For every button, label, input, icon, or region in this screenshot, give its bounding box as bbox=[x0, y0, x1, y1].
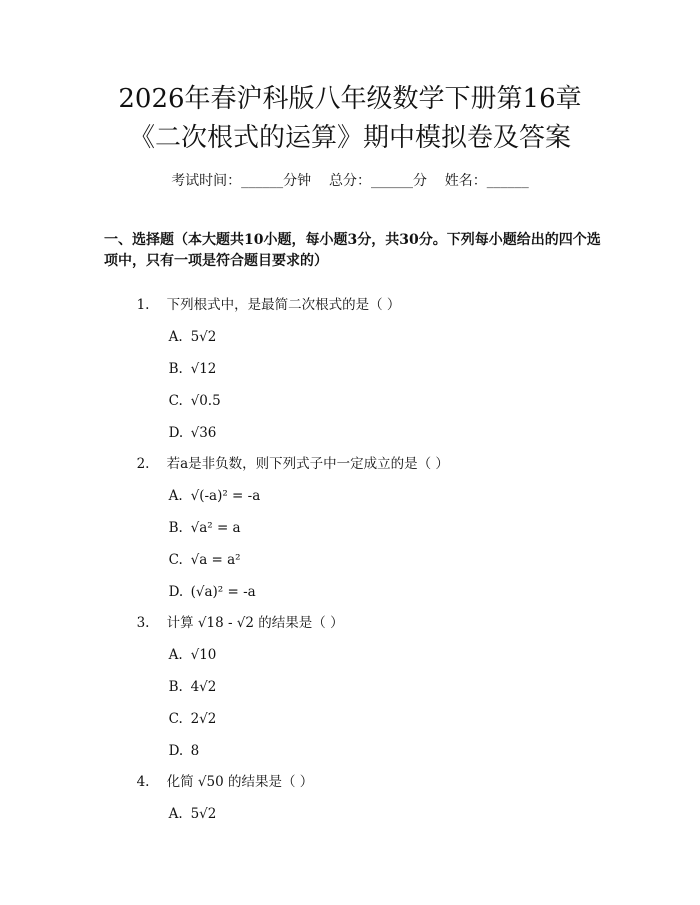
question-2-option-b bbox=[160, 508, 241, 535]
question-text: 化简 √50 的结果是（ ） bbox=[166, 773, 314, 790]
option-text: √(-a)² = -a bbox=[190, 487, 261, 504]
option-text: √a = a² bbox=[190, 551, 241, 568]
question-1-option-a bbox=[160, 317, 216, 344]
question-text: 下列根式中，是最简二次根式的是（ ） bbox=[166, 296, 401, 313]
option-text: √12 bbox=[190, 360, 217, 377]
option-text: 8 bbox=[190, 742, 200, 759]
option-text: √10 bbox=[190, 646, 217, 663]
option-label: A. bbox=[168, 328, 183, 345]
option-text: (√a)² = -a bbox=[190, 583, 256, 600]
question-1 bbox=[128, 285, 400, 312]
option-label: C. bbox=[168, 392, 183, 409]
question-1-option-c bbox=[160, 381, 221, 408]
question-3-option-d bbox=[160, 731, 199, 758]
option-label: C. bbox=[168, 551, 183, 568]
question-2-option-a bbox=[160, 476, 260, 503]
section-heading: 一、选择题（本大题共10小题，每小题3分，共30分。下列每小题给出的四个选项中，只有一项是符合题目要求的） bbox=[104, 232, 601, 269]
question-4 bbox=[128, 762, 313, 789]
question-2-option-c bbox=[160, 540, 241, 567]
question-text: 计算 √18 - √2 的结果是（ ） bbox=[166, 614, 344, 631]
option-text: √a² = a bbox=[190, 519, 241, 536]
option-label: C. bbox=[168, 710, 183, 727]
option-label: A. bbox=[168, 646, 183, 663]
document-title-line-2: 《二次根式的运算》期中模拟卷及答案 bbox=[128, 123, 571, 153]
option-label: D. bbox=[168, 742, 184, 759]
option-text: √36 bbox=[190, 424, 217, 441]
question-number: 4. bbox=[136, 773, 150, 790]
document-title-line-1: 2026年春沪科版八年级数学下册第16章 bbox=[118, 84, 582, 114]
question-text: 若a是非负数，则下列式子中一定成立的是（ ） bbox=[166, 455, 449, 472]
option-label: A. bbox=[168, 805, 183, 822]
question-2-option-d bbox=[160, 572, 256, 599]
question-3-option-b bbox=[160, 667, 216, 694]
question-3-option-c bbox=[160, 699, 216, 726]
question-3 bbox=[128, 603, 344, 630]
option-label: B. bbox=[168, 678, 183, 695]
option-text: 5√2 bbox=[190, 805, 217, 822]
question-1-option-d bbox=[160, 413, 216, 440]
question-number: 3. bbox=[136, 614, 150, 631]
question-4-option-a bbox=[160, 794, 216, 821]
option-label: D. bbox=[168, 424, 184, 441]
option-label: D. bbox=[168, 583, 184, 600]
question-number: 1. bbox=[136, 296, 150, 313]
question-2 bbox=[128, 444, 449, 471]
option-label: A. bbox=[168, 487, 183, 504]
option-text: √0.5 bbox=[190, 392, 221, 409]
option-text: 2√2 bbox=[190, 710, 217, 727]
question-3-option-a bbox=[160, 635, 216, 662]
option-text: 5√2 bbox=[190, 328, 217, 345]
question-1-option-b bbox=[160, 349, 216, 376]
option-label: B. bbox=[168, 360, 183, 377]
exam-info-line: 考试时间：______分钟 总分：______分 姓名：______ bbox=[171, 173, 529, 189]
question-number: 2. bbox=[136, 455, 150, 472]
option-text: 4√2 bbox=[190, 678, 217, 695]
option-label: B. bbox=[168, 519, 183, 536]
